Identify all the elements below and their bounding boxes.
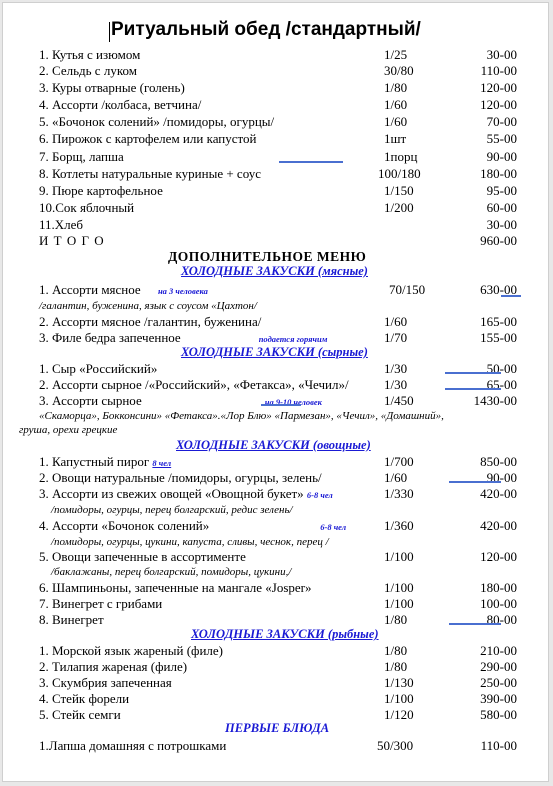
- item-note: /баклажаны, перец болгарский, помидоры, цукини,/: [51, 566, 292, 578]
- fish-row: [39, 643, 519, 659]
- item-price: 1430-00: [473, 393, 517, 408]
- item-qty: 1порц: [384, 149, 418, 164]
- cheese-row: [39, 393, 519, 409]
- item-name: 5. Стейк семги: [39, 707, 121, 722]
- menu-row: [39, 183, 519, 199]
- item-name: 5. «Бочонок солений» /помидоры, огурцы/: [39, 114, 275, 129]
- text-cursor: [109, 22, 110, 42]
- item-price: 420-00: [480, 486, 517, 501]
- item-note: /галантин, буженина, язык с соусом «Цахтон/: [39, 300, 257, 312]
- item-price: 70-00: [486, 114, 517, 129]
- portion-tag: 8 чел: [152, 458, 172, 468]
- item-name-text: 3. Ассорти из свежих овощей «Овощной букет»: [39, 486, 304, 501]
- cheese-row: [39, 361, 519, 377]
- item-qty: 1/130: [384, 675, 414, 690]
- item-qty: 1/200: [384, 200, 414, 215]
- item-qty: 1/30: [384, 361, 408, 376]
- item-price: 95-00: [486, 183, 517, 198]
- item-price: 80-00: [486, 612, 517, 627]
- section-title-cheese: [181, 345, 368, 360]
- section-title-veg: [176, 438, 371, 453]
- menu-row: [39, 217, 519, 233]
- item-price: 630-00: [480, 282, 517, 297]
- menu-row: [39, 114, 519, 130]
- fish-row: [39, 691, 519, 707]
- menu-total-row: [39, 233, 519, 249]
- menu-row: [39, 63, 519, 79]
- item-name: 1.Лапша домашняя с потрошками: [39, 738, 227, 753]
- item-qty: 1/80: [384, 643, 408, 658]
- fish-row: [39, 659, 519, 675]
- item-name: 2. Ассорти сырное /«Российский», «Фетакса», «Чечил»/: [39, 377, 349, 392]
- item-name: 1. Кутья с изюмом: [39, 47, 141, 62]
- item-price: 850-00: [480, 454, 517, 469]
- item-name: 5. Овощи запеченные в ассортименте: [39, 549, 246, 564]
- item-qty: 1/60: [384, 470, 408, 485]
- cheese-row: [39, 377, 519, 393]
- item-name: 2. Сельдь с луком: [39, 63, 137, 78]
- item-qty: 1/80: [384, 80, 408, 95]
- document-page: [2, 2, 549, 782]
- item-name: 1. Морской язык жареный (филе): [39, 643, 223, 658]
- underline-mark: [445, 388, 501, 390]
- item-price: 390-00: [480, 691, 517, 706]
- veg-row: [39, 518, 519, 534]
- item-name: 2. Ассорти мясное /галантин, буженина/: [39, 314, 262, 329]
- item-qty: 100/180: [378, 166, 421, 181]
- item-name-text: 3. Ассорти сырное: [39, 393, 142, 408]
- item-name: 10.Сок яблочный: [39, 200, 135, 215]
- item-qty: 1/25: [384, 47, 408, 62]
- portion-tag: на 3 человека: [157, 286, 208, 296]
- item-price: 165-00: [480, 314, 517, 329]
- item-name: 3. Скумбрия запеченная: [39, 675, 172, 690]
- item-name: 7. Винегрет с грибами: [39, 596, 163, 611]
- section-title-meat: [181, 264, 368, 279]
- fish-row: [39, 675, 519, 691]
- meat-row: [39, 314, 519, 330]
- portion-tag: подается горячим: [258, 334, 328, 344]
- veg-row: [39, 596, 519, 612]
- section-title-fish: [191, 627, 379, 642]
- item-name: 8. Винегрет: [39, 612, 104, 627]
- section-title-text: ХОЛОДНЫЕ ЗАКУСКИ (рыбные): [191, 627, 379, 641]
- meat-row: [39, 330, 519, 346]
- item-price: 155-00: [480, 330, 517, 345]
- item-name: 4. Ассорти /колбаса, ветчина/: [39, 97, 202, 112]
- item-name: 2. Овощи натуральные /помидоры, огурцы, зелень/: [39, 470, 322, 485]
- item-name: 4. Стейк форели: [39, 691, 130, 706]
- item-qty: 1/450: [384, 393, 414, 408]
- portion-tag: на 9-10 человек: [264, 397, 322, 407]
- item-qty: 1/700: [384, 454, 414, 469]
- item-price: 420-00: [480, 518, 517, 533]
- item-name-text: 4. Ассорти «Бочонок солений»: [39, 518, 210, 533]
- item-price: 90-00: [486, 149, 517, 164]
- item-qty: 70/150: [389, 282, 426, 297]
- menu-row: [39, 131, 519, 147]
- item-name: 2. Тилапия жареная (филе): [39, 659, 188, 674]
- item-name: [39, 486, 333, 503]
- item-price: 100-00: [480, 596, 517, 611]
- item-price: 60-00: [486, 200, 517, 215]
- item-qty: 1/60: [384, 114, 408, 129]
- menu-row: [39, 166, 519, 182]
- menu-row: [39, 47, 519, 63]
- item-qty: 1/100: [384, 580, 414, 595]
- item-qty: 1/100: [384, 691, 414, 706]
- portion-tag: 6-8 чел: [306, 490, 333, 500]
- item-note: /помидоры, огурцы, цукини, капуста, сливы, чеснок, перец /: [51, 536, 329, 548]
- item-name-text: 1. Ассорти мясное: [39, 282, 141, 297]
- veg-row: [39, 612, 519, 628]
- item-price: 110-00: [480, 738, 517, 753]
- veg-row: [39, 486, 519, 502]
- item-price: 90-00: [486, 470, 517, 485]
- veg-row: [39, 454, 519, 470]
- item-qty: 50/300: [377, 738, 414, 753]
- item-name: [39, 282, 208, 299]
- item-name: 6. Пирожок с картофелем или капустой: [39, 131, 257, 146]
- item-price: 65-00: [486, 377, 517, 392]
- total-label: И Т О Г О: [39, 233, 105, 248]
- item-qty: 1/80: [384, 659, 408, 674]
- underline-mark: [261, 404, 301, 406]
- item-price: 290-00: [480, 659, 517, 674]
- item-name: [39, 518, 346, 535]
- first-course-row: [39, 738, 519, 754]
- item-name: 1. Сыр «Российский»: [39, 361, 158, 376]
- item-name: [39, 393, 322, 410]
- veg-row: [39, 470, 519, 486]
- underline-mark: [449, 481, 501, 483]
- item-price: 120-00: [480, 97, 517, 112]
- item-price: 180-00: [480, 580, 517, 595]
- item-price: 30-00: [486, 217, 517, 232]
- item-name: 8. Котлеты натуральные куриные + соус: [39, 166, 261, 181]
- portion-tag: 6-8 чел: [320, 522, 347, 532]
- menu-row: [39, 200, 519, 216]
- item-qty: 1/100: [384, 549, 414, 564]
- item-name: [39, 454, 171, 471]
- item-name: 6. Шампиньоны, запеченные на мангале «Josper»: [39, 580, 312, 595]
- item-price: 55-00: [486, 131, 517, 146]
- item-qty: 1/60: [384, 97, 408, 112]
- item-qty: 1/30: [384, 377, 408, 392]
- section-title-text: ХОЛОДНЫЕ ЗАКУСКИ (овощные): [176, 438, 371, 452]
- item-price: 250-00: [480, 675, 517, 690]
- item-qty: 1/150: [384, 183, 414, 198]
- item-note: «Скаморца», Бокконсини» «Фетакса».«Лор Блю» «Пармезан», «Чечил», «Домашний»,: [39, 410, 444, 422]
- item-qty: 1/360: [384, 518, 414, 533]
- document-title: Ритуальный обед /стандартный/: [111, 19, 421, 40]
- item-price: 30-00: [486, 47, 517, 62]
- item-price: 110-00: [480, 63, 517, 78]
- menu-row: [39, 80, 519, 96]
- item-name: 9. Пюре картофельное: [39, 183, 163, 198]
- item-price: 120-00: [480, 80, 517, 95]
- section-title-text: ХОЛОДНЫЕ ЗАКУСКИ (мясные): [181, 264, 368, 278]
- item-name: 11.Хлеб: [39, 217, 84, 232]
- item-price: 580-00: [480, 707, 517, 722]
- item-name-text: 1. Капустный пирог: [39, 454, 150, 469]
- item-qty: 30/80: [384, 63, 414, 78]
- underline-mark: [445, 372, 501, 374]
- underline-mark: [501, 295, 521, 297]
- veg-row: [39, 549, 519, 565]
- item-price: 210-00: [480, 643, 517, 658]
- menu-row: [39, 97, 519, 113]
- section-title-text: ХОЛОДНЫЕ ЗАКУСКИ (сырные): [181, 345, 368, 359]
- meat-row: [39, 282, 519, 298]
- total-price: 960-00: [480, 233, 517, 248]
- item-price: 50-00: [486, 361, 517, 376]
- veg-row: [39, 580, 519, 596]
- item-qty: 1/330: [384, 486, 414, 501]
- item-name-text: 3. Филе бедра запеченное: [39, 330, 181, 345]
- section-title-first-courses: ПЕРВЫЕ БЛЮДА: [225, 721, 330, 735]
- item-qty: 1/100: [384, 596, 414, 611]
- item-qty: 1/70: [384, 330, 408, 345]
- item-qty: 1шт: [384, 131, 407, 146]
- additional-menu-title: ДОПОЛНИТЕЛЬНОЕ МЕНЮ: [168, 249, 367, 264]
- item-name: 3. Куры отварные (голень): [39, 80, 185, 95]
- underline-mark: [449, 623, 501, 625]
- item-note: груша, орехи грецкие: [19, 424, 118, 436]
- item-price: 180-00: [480, 166, 517, 181]
- item-note: /помидоры, огурцы, перец болгарский, редис зелень/: [51, 504, 293, 516]
- item-qty: 1/60: [384, 314, 408, 329]
- underline-mark: [279, 161, 343, 163]
- item-name: 7. Борщ, лапша: [39, 149, 124, 164]
- item-price: 120-00: [480, 549, 517, 564]
- item-qty: 1/120: [384, 707, 414, 722]
- item-qty: 1/80: [384, 612, 408, 627]
